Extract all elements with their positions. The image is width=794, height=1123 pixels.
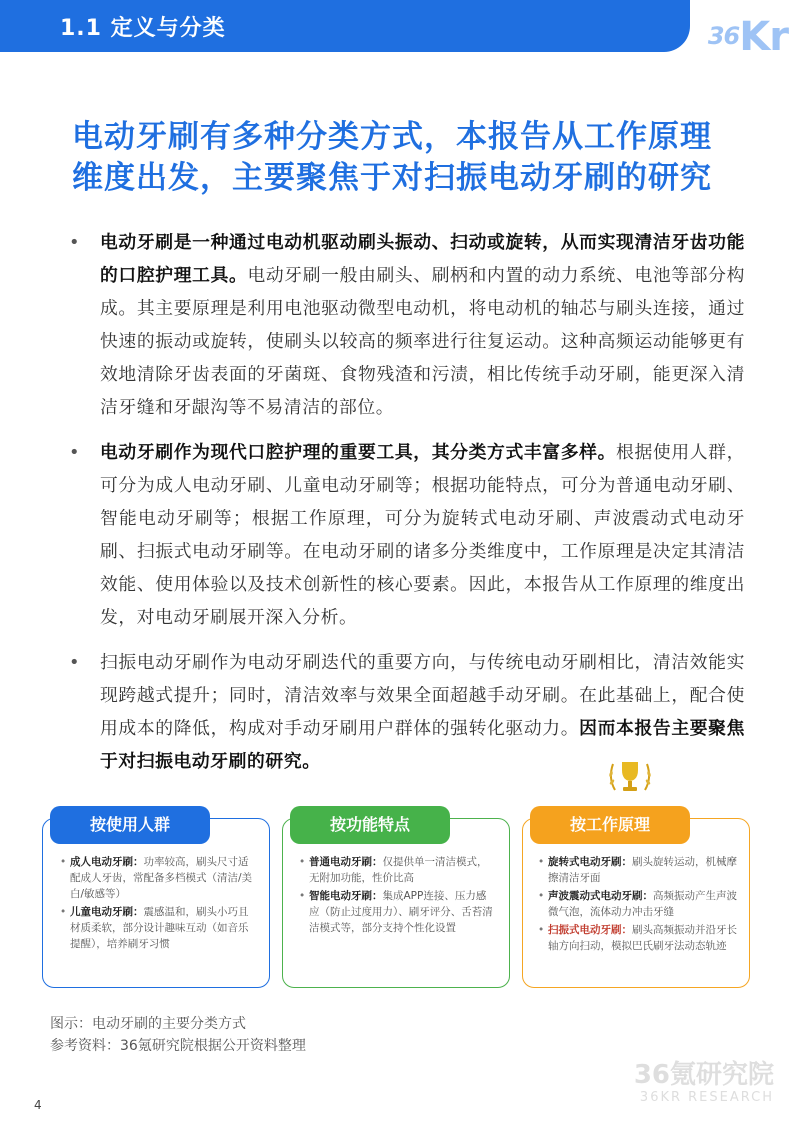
- list-item: [60, 904, 258, 952]
- item-text: 功率较高，刷头尺寸适配成人牙齿，常配备多档模式（清洁/美白/敏感等）: [70, 856, 253, 900]
- item-label: 智能电动牙刷：: [309, 890, 383, 902]
- figure-title: 图示：电动牙刷的主要分类方式: [50, 1016, 246, 1032]
- list-item: [538, 854, 738, 886]
- trophy-icon: [605, 756, 655, 800]
- watermark: [634, 1060, 774, 1105]
- logo-letters: Kr: [739, 14, 788, 60]
- card-title-by-function: 按功能特点: [290, 806, 450, 844]
- item-text: 仅提供单一清洁模式，无附加功能，性价比高: [309, 856, 488, 884]
- list-item: [538, 922, 738, 954]
- figure-caption: [50, 1013, 306, 1057]
- logo-number: 36: [707, 22, 740, 50]
- item-label: 声波震动式电动牙刷：: [548, 890, 653, 902]
- header-bar: [0, 0, 690, 52]
- brand-logo: [707, 8, 788, 60]
- item-text: 刷头高频振动并沿牙长轴方向扫动，模拟巴氏刷牙法动态轨迹: [548, 924, 737, 952]
- headline-line-1: 电动牙刷有多种分类方式，本报告从工作原理: [72, 119, 712, 155]
- card-list-by-working-principle: [538, 854, 738, 956]
- list-item: [299, 854, 495, 886]
- card-title-by-user-group: 按使用人群: [50, 806, 210, 844]
- card-list-by-function: [299, 854, 495, 938]
- bullet-list: [65, 226, 745, 790]
- watermark-cn: 36氪研究院: [633, 1060, 774, 1090]
- bullet-dot-icon: •: [69, 442, 81, 463]
- bullet-bold-tail: 因而本报告主要聚焦于对扫振电动牙刷的研究。: [100, 718, 745, 772]
- item-text: 震感温和，刷头小巧且材质柔软，部分设计趣味互动（如音乐提醒），培养刷牙习惯: [70, 906, 249, 950]
- page-number: 4: [34, 1098, 42, 1112]
- item-label-highlight: 扫振式电动牙刷：: [548, 924, 632, 936]
- item-text: 刷头旋转运动，机械摩擦清洁牙面: [548, 856, 737, 884]
- figure-source: 参考资料：36氪研究院根据公开资料整理: [50, 1038, 306, 1054]
- item-text: 高频振动产生声波微气泡，流体动力冲击牙缝: [548, 890, 737, 918]
- bullet-dot-icon: •: [69, 232, 81, 253]
- card-list-by-user-group: [60, 854, 258, 954]
- bullet-item-definition: [65, 226, 745, 424]
- list-item: [299, 888, 495, 936]
- list-item: [538, 888, 738, 920]
- headline-line-2: 维度出发，主要聚焦于对扫振电动牙刷的研究: [72, 160, 712, 196]
- bullet-bold-lead: 电动牙刷是一种通过电动机驱动刷头振动、扫动或旋转，从而实现清洁牙齿功能的口腔护理工具。: [100, 232, 745, 286]
- bullet-body: 扫振电动牙刷作为电动牙刷迭代的重要方向，与传统电动牙刷相比，清洁效能实现跨越式提升；同时，清洁效率与效果全面超越手动牙刷。在此基础上，配合使用成本的降低，构成对手动牙刷用户群体的强转化驱动力。: [100, 652, 745, 739]
- bullet-dot-icon: •: [69, 652, 81, 673]
- item-label: 成人电动牙刷：: [70, 856, 144, 868]
- section-title: 1.1 定义与分类: [60, 16, 226, 41]
- watermark-en: 36KR RESEARCH: [639, 1090, 774, 1105]
- bullet-body: 电动牙刷一般由刷头、刷柄和内置的动力系统、电池等部分构成。其主要原理是利用电池驱动微型电动机，将电动机的轴芯与刷头连接，通过快速的振动或旋转，使刷头以较高的频率进行往复运动。这种高频运动能够更有效地清除牙齿表面的牙菌斑、食物残渣和污渍，相比传统手动牙刷，能更深入清洁牙缝和牙龈沟等不易清洁的部位。: [100, 265, 745, 418]
- card-title-by-working-principle: 按工作原理: [530, 806, 690, 844]
- page-headline: [72, 117, 752, 199]
- item-label: 儿童电动牙刷：: [70, 906, 144, 918]
- bullet-item-classification: [65, 436, 745, 634]
- bullet-body: 根据使用人群，可分为成人电动牙刷、儿童电动牙刷等；根据功能特点，可分为普通电动牙刷、智能电动牙刷等；根据工作原理，可分为旋转式电动牙刷、声波震动式电动牙刷、扫振式电动牙刷等。在电动牙刷的诸多分类维度中，工作原理是决定其清洁效能、使用体验以及技术创新性的核心要素。因此，本报告从工作原理的维度出发，对电动牙刷展开深入分析。: [100, 442, 745, 628]
- item-label: 普通电动牙刷：: [309, 856, 383, 868]
- bullet-bold-lead: 电动牙刷作为现代口腔护理的重要工具，其分类方式丰富多样。: [100, 442, 617, 463]
- item-label: 旋转式电动牙刷：: [548, 856, 632, 868]
- list-item: [60, 854, 258, 902]
- item-text: 集成APP连接、压力感应（防止过度用力）、刷牙评分、舌苔清洁模式等，部分支持个性化设置: [309, 890, 493, 934]
